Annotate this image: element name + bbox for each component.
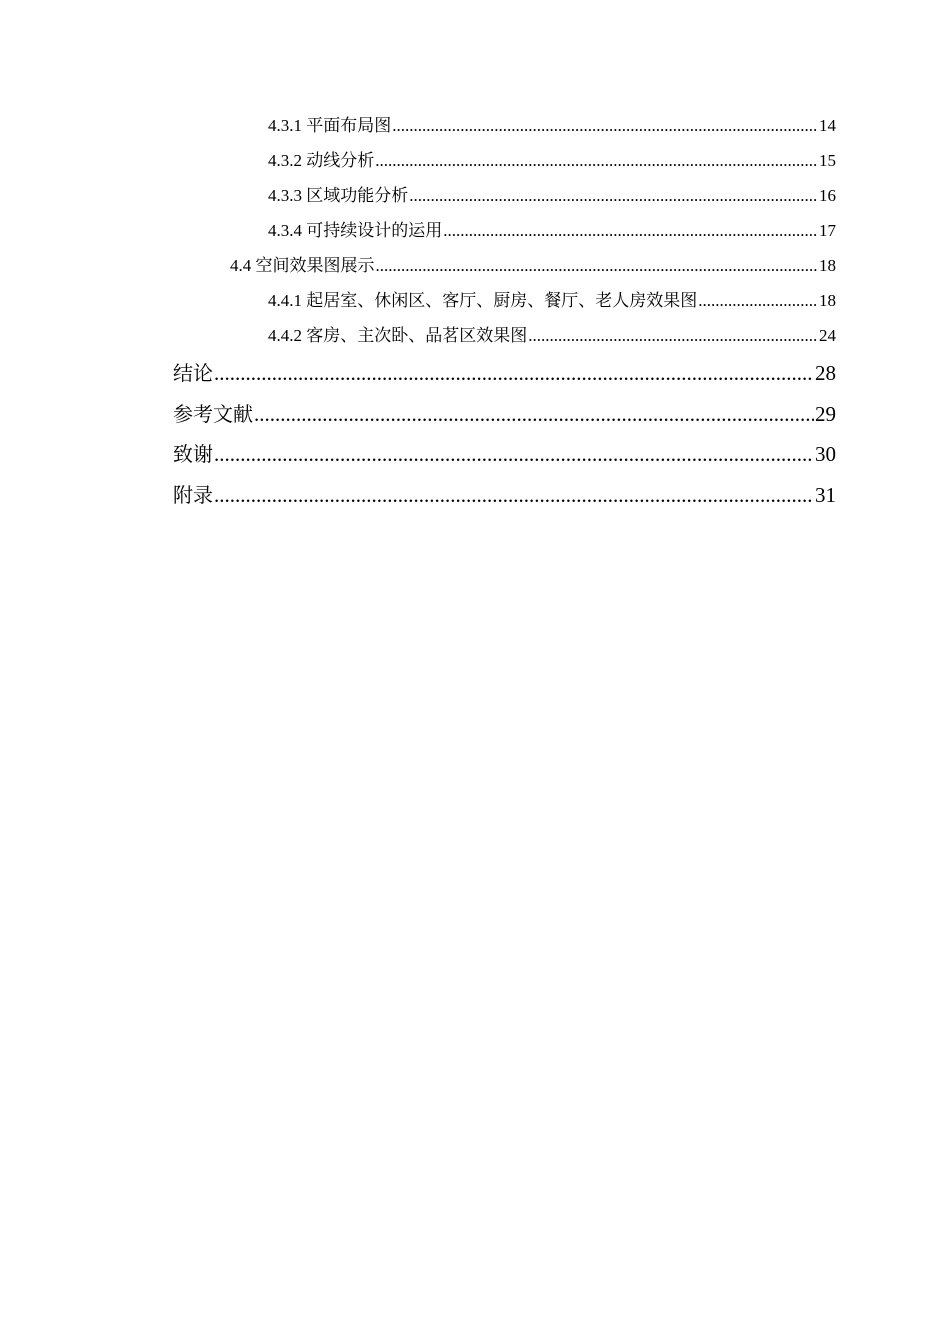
toc-entry-page: 18 — [819, 256, 836, 275]
toc-dot-leader — [443, 219, 818, 243]
toc-entry-appendix[interactable] — [173, 480, 836, 510]
toc-entry-page: 30 — [815, 442, 836, 466]
toc-entry-acknowledgements[interactable] — [173, 439, 836, 469]
toc-dot-leader — [214, 358, 814, 388]
toc-entry-4-3-2[interactable] — [268, 149, 836, 173]
toc-entry-4-3-4[interactable] — [268, 219, 836, 243]
toc-entry-label: 结论 — [173, 361, 213, 385]
toc-entry-label: 4.3.2 动线分析 — [268, 151, 375, 170]
toc-dot-leader — [698, 289, 818, 313]
toc-entry-4-4-1[interactable] — [268, 289, 836, 313]
toc-entry-page: 29 — [815, 402, 836, 426]
toc-entry-4-4[interactable] — [230, 254, 836, 278]
toc-dot-leader — [375, 149, 818, 173]
toc-entry-label: 4.4.2 客房、主次卧、品茗区效果图 — [268, 326, 528, 345]
toc-entry-page: 28 — [815, 361, 836, 385]
toc-dot-leader — [392, 114, 818, 138]
toc-entry-label: 4.3.4 可持续设计的运用 — [268, 221, 443, 240]
toc-entry-label: 4.3.3 区域功能分析 — [268, 186, 409, 205]
toc-dot-leader — [528, 324, 818, 348]
toc-entry-label: 4.3.1 平面布局图 — [268, 116, 392, 135]
toc-entry-page: 18 — [819, 291, 836, 310]
toc-entry-page: 16 — [819, 186, 836, 205]
toc-entry-label: 附录 — [173, 483, 213, 507]
toc-dot-leader — [409, 184, 818, 208]
toc-entry-label: 参考文献 — [173, 402, 253, 426]
toc-entry-references[interactable] — [173, 399, 836, 429]
toc-entry-label: 致谢 — [173, 442, 213, 466]
toc-entry-page: 14 — [819, 116, 836, 135]
toc-entry-4-3-3[interactable] — [268, 184, 836, 208]
toc-entry-conclusion[interactable] — [173, 358, 836, 388]
toc-dot-leader — [214, 480, 814, 510]
toc-dot-leader — [214, 439, 814, 469]
toc-entry-page: 24 — [819, 326, 836, 345]
toc-entry-page: 17 — [819, 221, 836, 240]
toc-entry-4-4-2[interactable] — [268, 324, 836, 348]
toc-entry-page: 15 — [819, 151, 836, 170]
toc-dot-leader — [254, 399, 814, 429]
toc-entry-4-3-1[interactable] — [268, 114, 836, 138]
toc-entry-page: 31 — [815, 483, 836, 507]
toc-entry-label: 4.4.1 起居室、休闲区、客厅、厨房、餐厅、老人房效果图 — [268, 291, 698, 310]
toc-dot-leader — [376, 254, 819, 278]
toc-entry-label: 4.4 空间效果图展示 — [230, 256, 375, 275]
